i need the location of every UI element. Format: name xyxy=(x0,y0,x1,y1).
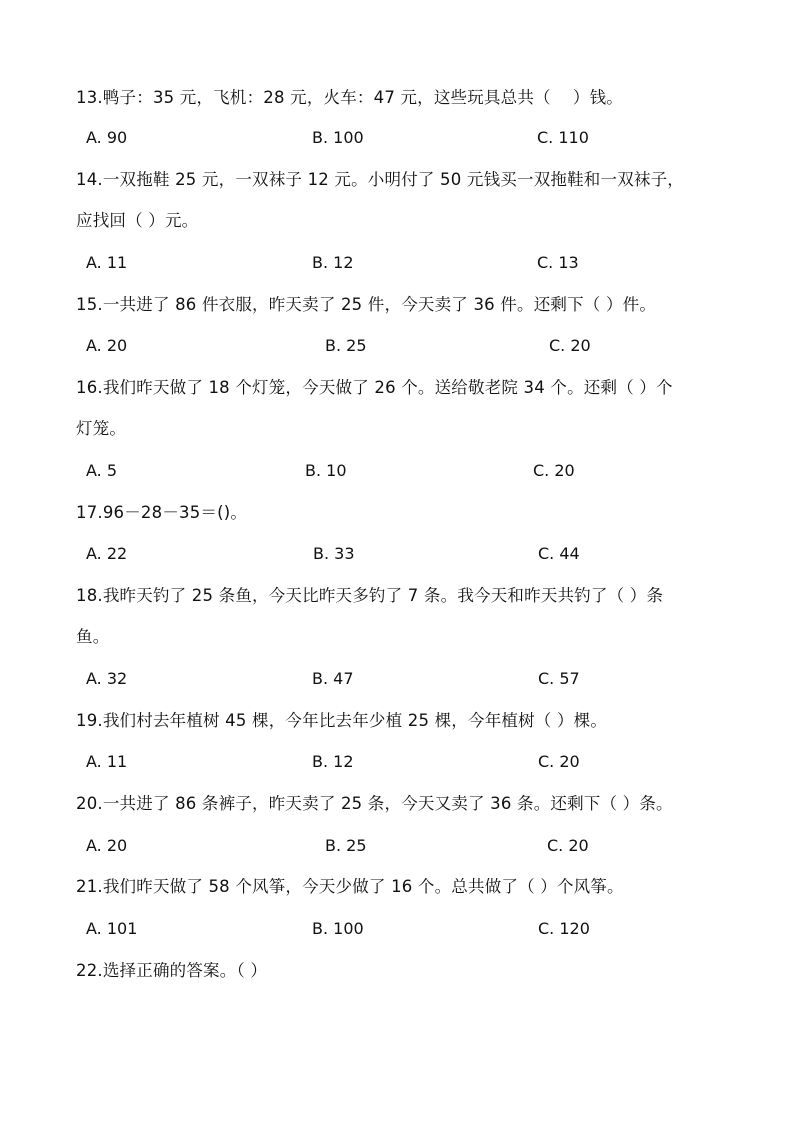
option-c: C. 57 xyxy=(538,669,580,688)
option-a: A. 90 xyxy=(86,128,128,147)
option-b: B. 100 xyxy=(312,128,364,147)
question-text: 16.我们昨天做了 18 个灯笼，今天做了 26 个。送给敬老院 34 个。还剩（ ）个 xyxy=(76,378,673,397)
question-text: 18.我昨天钓了 25 条鱼，今天比昨天多钓了 7 条。我今天和昨天共钓了（ ）条 xyxy=(76,586,664,605)
question-20 xyxy=(76,783,726,824)
question-text: 20.一共进了 86 条裤子，昨天卖了 25 条，今天又卖了 36 条。还剩下（ ）条。 xyxy=(76,794,673,813)
option-b: B. 47 xyxy=(312,669,354,688)
question-17 xyxy=(76,492,726,533)
option-a: A. 5 xyxy=(86,461,118,480)
option-b: B. 10 xyxy=(305,461,347,480)
question-text-continued: 鱼。 xyxy=(76,627,110,646)
question-19 xyxy=(76,700,726,741)
question-18 xyxy=(76,575,726,657)
question-text: 15.一共进了 86 件衣服，昨天卖了 25 件，今天卖了 36 件。还剩下（ ）件。 xyxy=(76,295,657,314)
question-14 xyxy=(76,159,726,241)
option-c: C. 44 xyxy=(538,544,580,563)
option-b: B. 12 xyxy=(312,752,354,771)
option-a: A. 11 xyxy=(86,253,128,272)
question-text: 21.我们昨天做了 58 个风筝，今天少做了 16 个。总共做了（ ）个风筝。 xyxy=(76,877,624,896)
question-22 xyxy=(76,950,726,991)
question-15 xyxy=(76,284,726,325)
option-a: A. 32 xyxy=(86,669,128,688)
option-c: C. 20 xyxy=(549,336,591,355)
option-c: C. 20 xyxy=(547,836,589,855)
option-c: C. 20 xyxy=(533,461,575,480)
option-b: B. 25 xyxy=(325,336,367,355)
question-text: 13.鸭子：35 元，飞机：28 元，火车：47 元，这些玩具总共（ ）钱。 xyxy=(76,88,624,107)
question-13 xyxy=(76,77,726,118)
option-c: C. 13 xyxy=(537,253,579,272)
question-21 xyxy=(76,866,726,907)
option-a: A. 20 xyxy=(86,336,128,355)
question-text: 17.96－28－35＝()。 xyxy=(76,503,248,522)
question-16 xyxy=(76,367,726,449)
question-text-continued: 灯笼。 xyxy=(76,419,127,438)
option-c: C. 110 xyxy=(537,128,589,147)
option-a: A. 20 xyxy=(86,836,128,855)
question-text-continued: 应找回（ ）元。 xyxy=(76,211,199,230)
option-b: B. 12 xyxy=(312,253,354,272)
option-a: A. 101 xyxy=(86,919,138,938)
option-b: B. 100 xyxy=(312,919,364,938)
option-a: A. 22 xyxy=(86,544,128,563)
question-text: 22.选择正确的答案。（ ） xyxy=(76,961,268,980)
question-text: 19.我们村去年植树 45 棵，今年比去年少植 25 棵，今年植树（ ）棵。 xyxy=(76,711,608,730)
option-c: C. 120 xyxy=(538,919,590,938)
option-a: A. 11 xyxy=(86,752,128,771)
option-b: B. 33 xyxy=(313,544,355,563)
option-b: B. 25 xyxy=(325,836,367,855)
option-c: C. 20 xyxy=(538,752,580,771)
question-text: 14.一双拖鞋 25 元，一双袜子 12 元。小明付了 50 元钱买一双拖鞋和一双袜子， xyxy=(76,170,684,189)
